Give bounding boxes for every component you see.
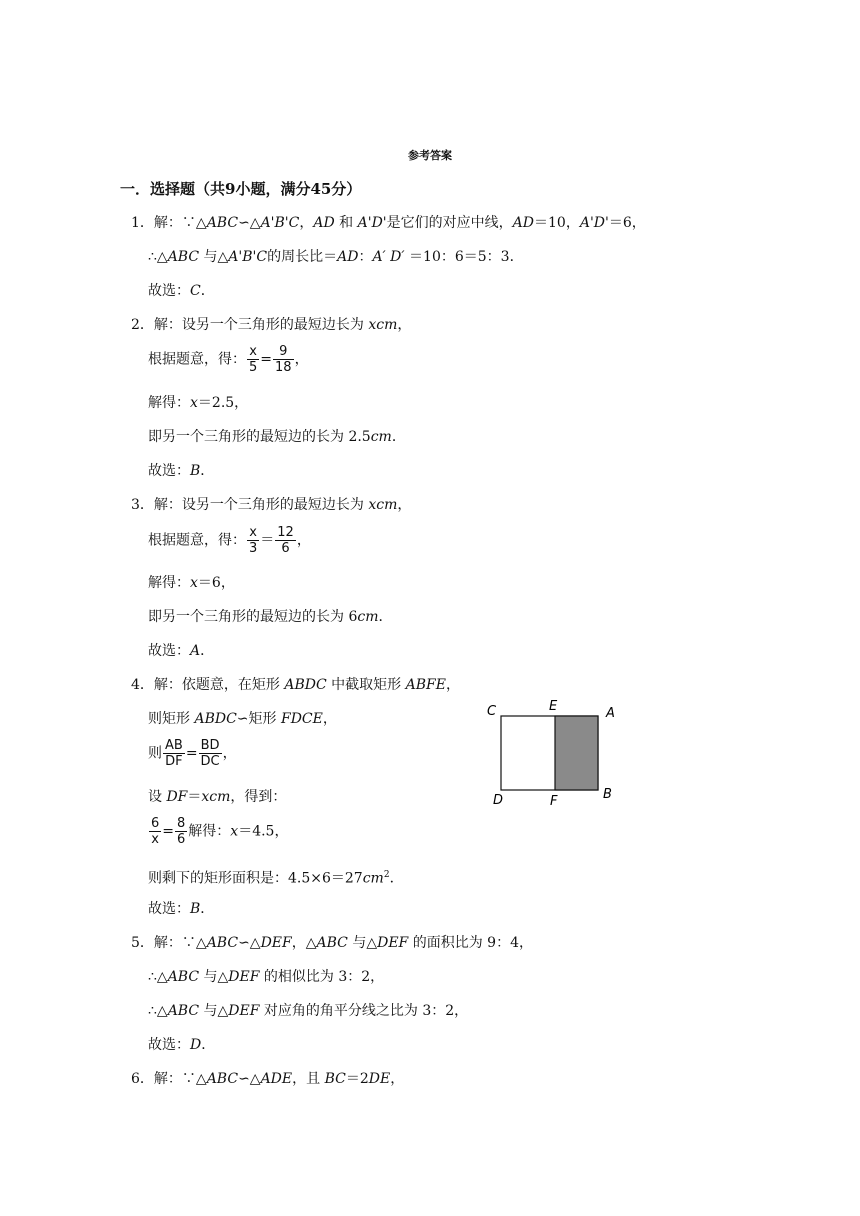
q1-line2: ∴△ABC 与△A'B'C的周长比＝AD：A′ D′ ＝10：6＝5：3． (148, 249, 524, 265)
q2-fraction-1: $\frac{x}{5}$ (249, 344, 258, 375)
q3-line2: 根据题意，得： $\frac{x}{3}$ ＝ $\frac{12}{6}$ ， (148, 525, 311, 556)
q1-answer: 故选：C． (148, 283, 215, 299)
q1-line1: 1．解：∵△ABC∽△A'B'C，AD 和 A'D'是它们的对应中线，AD＝10，A'D'＝6， (131, 215, 646, 231)
q4-line4: 设 DF＝xcm，得到： (148, 789, 287, 805)
label-b: B (603, 787, 612, 802)
q3-line3: 解得：x＝6， (148, 575, 235, 591)
q4-line1: 4．解：依题意，在矩形 ABDC 中截取矩形 ABFE， (131, 677, 460, 693)
q5-line1: 5．解：∵△ABC∽△DEF，△ABC 与△DEF 的面积比为 9：4， (131, 935, 533, 951)
shaded-rectangle-abfe (555, 716, 598, 790)
section-heading: 一．选择题（共9小题，满分45分） (120, 180, 362, 198)
q4-line5: $\frac{6}{x}$ = $\frac{8}{6}$ 解得：x＝4.5， (151, 816, 289, 847)
q2-line3: 解得：x＝2.5， (148, 395, 249, 411)
q5-line3: ∴△ABC 与△DEF 对应角的角平分线之比为 3：2， (148, 1003, 469, 1019)
q3-line4: 即另一个三角形的最短边的长为 6cm． (148, 609, 393, 625)
q3-line1: 3．解：设另一个三角形的最短边长为 xcm， (131, 497, 412, 513)
q4-fraction-2: $\frac{BD}{DC}$ (200, 738, 220, 769)
label-c: C (487, 704, 497, 719)
q5-answer: 故选：D． (148, 1037, 216, 1053)
q3-answer: 故选：A． (148, 643, 215, 659)
q2-answer: 故选：B． (148, 463, 215, 479)
q2-line2: 根据题意，得： $\frac{x}{5}$ = $\frac{9}{18}$ ， (148, 344, 309, 375)
q6-line1: 6．解：∵△ABC∽△ADE，且 BC＝2DE， (131, 1071, 405, 1087)
q4-line6: 则剩下的矩形面积是：$4.5\times 6=27cm^2$． (148, 870, 404, 887)
q2-line4: 即另一个三角形的最短边的长为 2.5cm． (148, 429, 406, 445)
q5-line2: ∴△ABC 与△DEF 的相似比为 3：2， (148, 969, 385, 985)
rectangle-figure (483, 694, 623, 810)
q2-line1: 2．解：设另一个三角形的最短边长为 xcm， (131, 317, 412, 333)
q2-fraction-2: $\frac{9}{18}$ (275, 344, 292, 375)
q4-fraction-1: $\frac{AB}{DF}$ (165, 738, 183, 769)
label-a: A (606, 706, 615, 721)
q4-line2: 则矩形 ABDC∽矩形 FDCE， (148, 711, 337, 727)
q4-answer: 故选：B． (148, 901, 215, 917)
page-title: 参考答案 (408, 149, 452, 162)
label-e: E (549, 699, 558, 714)
q4-line3: 则 $\frac{AB}{DF}$ = $\frac{BD}{DC}$ ， (148, 738, 237, 769)
label-d: D (493, 793, 504, 808)
q4-fraction-4: $\frac{8}{6}$ (177, 816, 186, 847)
q3-fraction-1: $\frac{x}{3}$ (249, 525, 258, 556)
label-f: F (550, 794, 558, 809)
q4-fraction-3: $\frac{6}{x}$ (151, 816, 160, 847)
q3-fraction-2: $\frac{12}{6}$ (277, 525, 294, 556)
